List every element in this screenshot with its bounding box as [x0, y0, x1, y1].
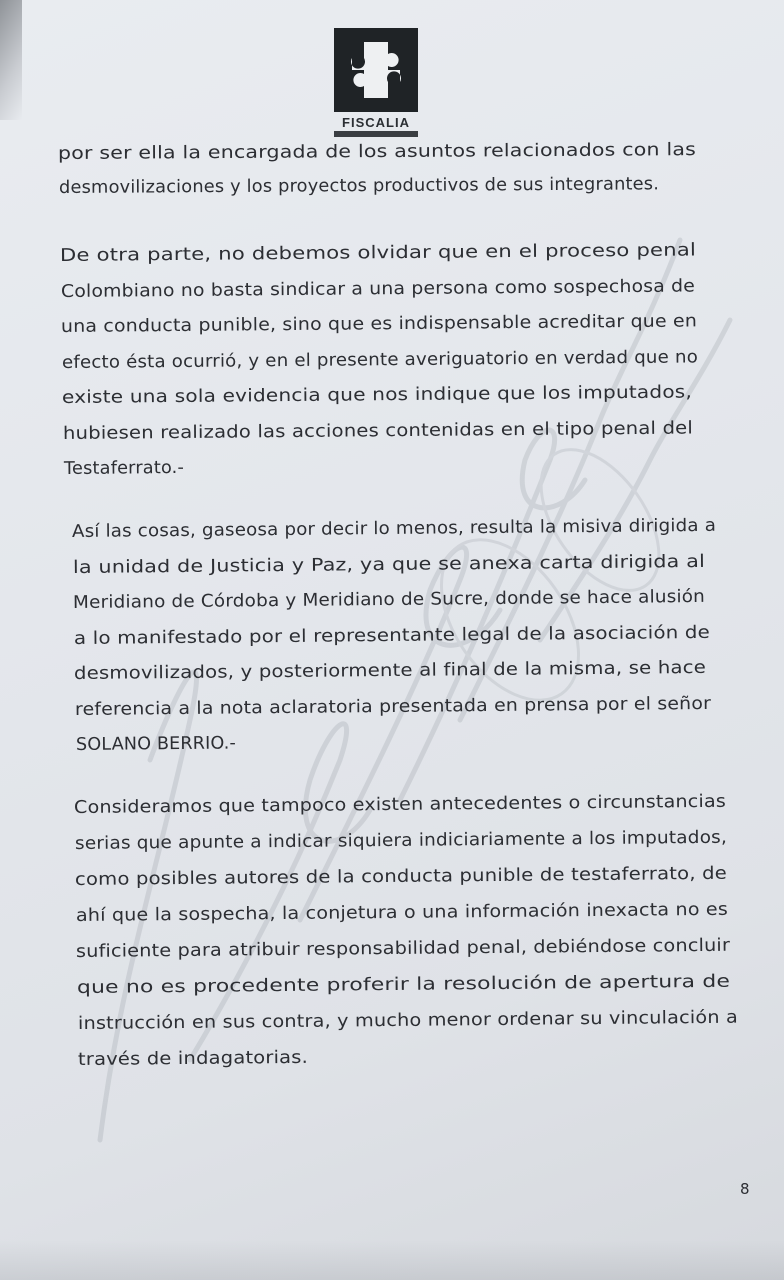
paragraph-4-line-2: serias que apunte a indicar siquiera indiciariamente a los imputados,	[74, 827, 727, 854]
puzzle-logo-icon	[334, 28, 418, 112]
paragraph-4-line-8: través de indagatorias.	[78, 1047, 309, 1070]
paragraph-3-line-1: Así las cosas, gaseosa por decir lo menos, resulta la misiva dirigida a	[71, 515, 717, 542]
paragraph-3-line-4: a lo manifestado por el representante legal de la asociación de	[73, 622, 710, 649]
paragraph-2-line-7: Testaferrato.-	[63, 457, 184, 479]
paragraph-3-line-2: la unidad de Justicia y Paz, ya que se anexa carta dirigida al	[72, 551, 705, 578]
logo-subtitle-bar	[334, 131, 418, 137]
paragraph-3-line-6: referencia a la nota aclaratoria presentada en prensa por el señor	[74, 693, 712, 720]
paragraph-3-line-5: desmovilizados, y posteriormente al final de la misma, se hace	[74, 657, 707, 684]
paragraph-4-line-3: como posibles autores de la conducta punible de testaferrato, de	[75, 863, 728, 890]
paragraph-1-line-2: desmovilizaciones y los proyectos productivos de sus integrantes.	[58, 174, 659, 198]
fiscalia-logo	[334, 28, 418, 144]
paragraph-4-line-7: instrucción en sus contra, y mucho menor ordenar su vinculación a	[77, 1007, 738, 1034]
paragraph-3-line-3: Meridiano de Córdoba y Meridiano de Sucre, donde se hace alusión	[73, 586, 706, 613]
page-bottom-shadow	[0, 1240, 784, 1280]
paragraph-2-line-4: efecto ésta ocurrió, y en el presente averiguatorio en verdad que no	[61, 346, 698, 373]
paragraph-4-line-4: ahí que la sospecha, la conjetura o una información inexacta no es	[75, 899, 728, 926]
paragraph-4-line-6: que no es procedente proferir la resolución de apertura de	[76, 971, 731, 998]
paragraph-4-line-5: suficiente para atribuir responsabilidad penal, debiéndose concluir	[76, 935, 731, 962]
paragraph-3-line-7: SOLANO BERRIO.-	[75, 733, 236, 755]
paragraph-2-line-2: Colombiano no basta sindicar a una persona como sospechosa de	[60, 275, 695, 302]
page-number: 8	[740, 1180, 750, 1198]
page-edge-shadow	[0, 0, 22, 120]
logo-wordmark: FISCALIA	[342, 115, 410, 130]
paragraph-2-line-5: existe una sola evidencia que nos indique que los imputados,	[62, 382, 693, 408]
paragraph-2-line-6: hubiesen realizado las acciones contenidas en el tipo penal del	[62, 418, 694, 444]
paragraph-2-line-1: De otra parte, no debemos olvidar que en el proceso penal	[59, 240, 697, 266]
paragraph-2-line-3: una conducta punible, sino que es indispensable acreditar que en	[61, 311, 698, 337]
paragraph-4-line-1: Consideramos que tampoco existen antecedentes o circunstancias	[73, 791, 727, 818]
paragraph-1-line-1: por ser ella la encargada de los asuntos relacionados con las	[57, 140, 697, 164]
